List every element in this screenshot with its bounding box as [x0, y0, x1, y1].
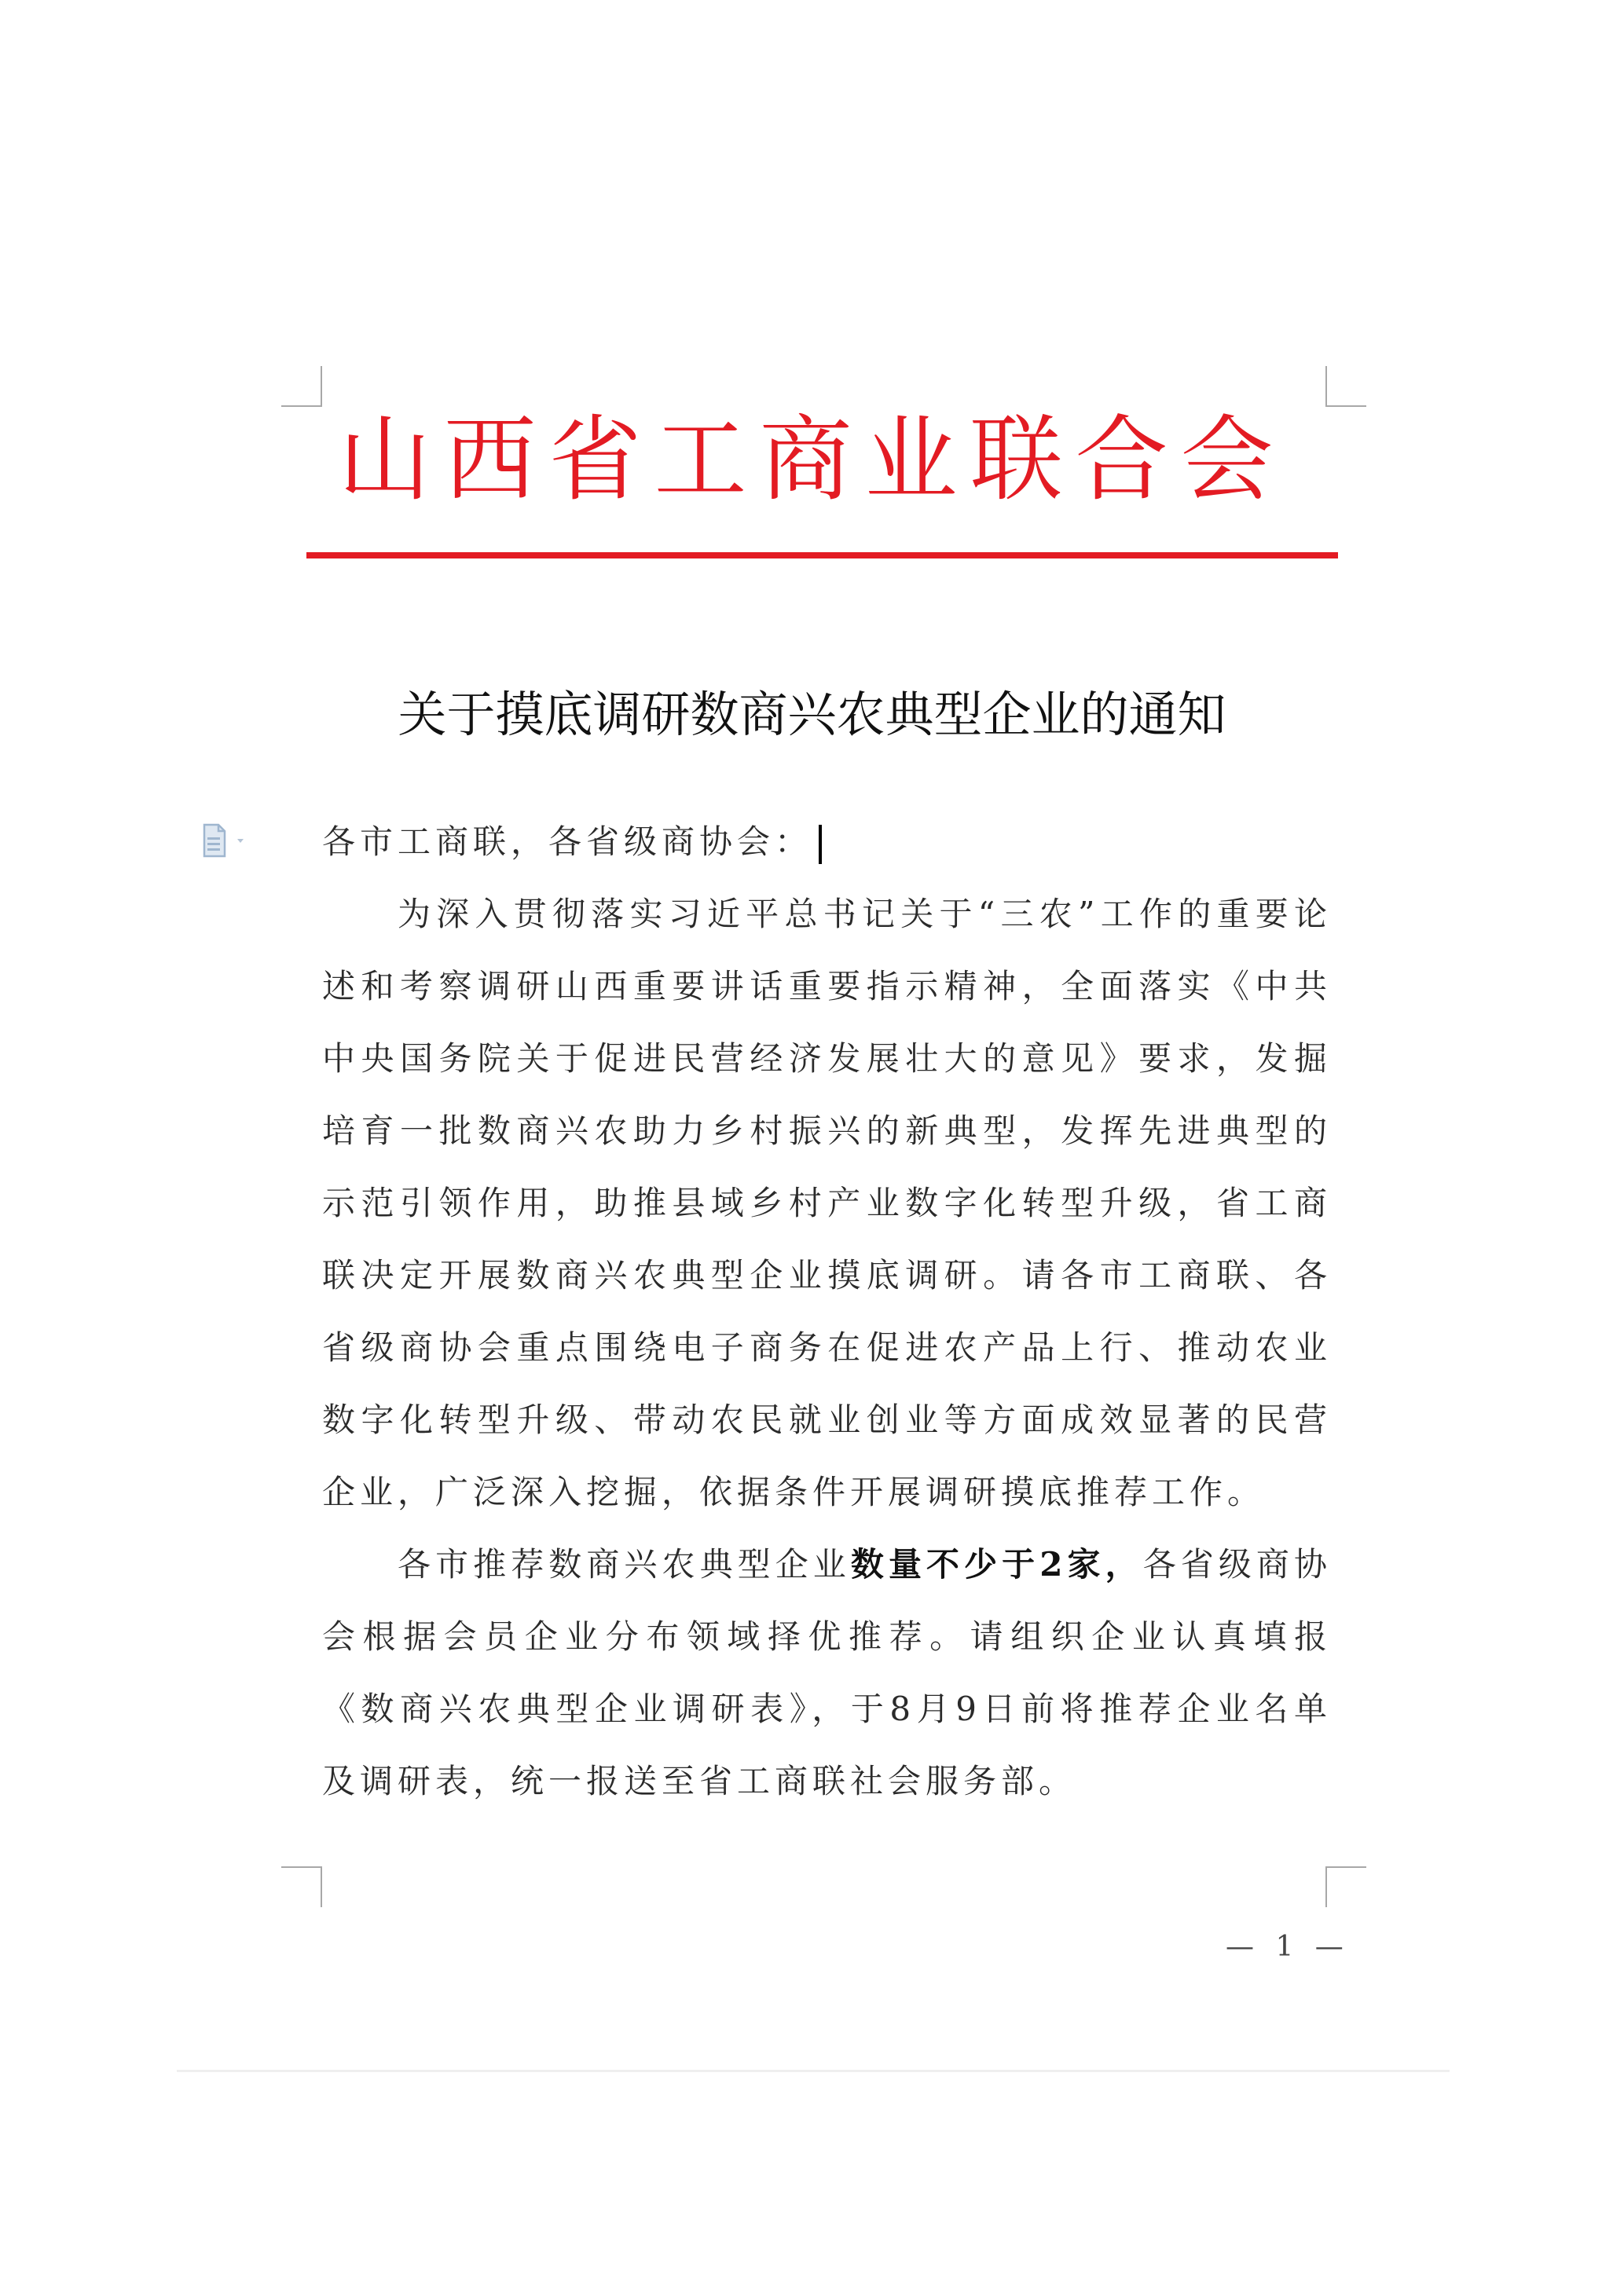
paragraph-2	[322, 1529, 1332, 1818]
salutation-text: 各市工商联，各省级商协会：	[322, 822, 813, 861]
header-red-rule	[306, 552, 1338, 558]
org-header-title: 山西省工商业联合会	[338, 405, 1286, 514]
paragraph-2-emphasis: 数量不少于2家，	[850, 1545, 1143, 1584]
chevron-down-icon	[237, 839, 244, 843]
crop-mark-bottom-right	[1325, 1866, 1366, 1907]
paragraph-2-rest: 各省级商协会根据会员企业分布领域择优推荐。请组织企业认真填报《数商兴农典型企业调研表》，于8月9日前将推荐企业名单及调研表，统一报送至省工商联社会服务部。	[322, 1545, 1332, 1800]
page-divider	[177, 2070, 1450, 2072]
crop-mark-bottom-left	[281, 1866, 322, 1907]
document-icon[interactable]	[198, 823, 253, 858]
salutation-line[interactable]	[322, 806, 1332, 878]
text-cursor	[819, 825, 822, 864]
document-title: 关于摸底调研数商兴农典型企业的通知	[398, 686, 1226, 743]
page-number: — 1 —	[1226, 1931, 1350, 1963]
document-icon-graphic	[198, 823, 253, 858]
paragraph-1: 为深入贯彻落实习近平总书记关于“三农”工作的重要论述和考察调研山西重要讲话重要指示精神，全面落实《中共中央国务院关于促进民营经济发展壮大的意见》要求，发掘培育一批数商兴农助力乡村振兴的新典型，发挥先进典型的示范引领作用，助推县域乡村产业数字化转型升级，省工商联决定开展数商兴农典型企业摸底调研。请各市工商联、各省级商协会重点围绕电子商务在促进农产品上行、推动农业数字化转型升级、带动农民就业创业等方面成效显著的民营企业，广泛深入挖掘，依据条件开展调研摸底推荐工作。	[322, 895, 1332, 1511]
paragraph-2-lead: 各市推荐数商兴农典型企业	[398, 1545, 851, 1584]
